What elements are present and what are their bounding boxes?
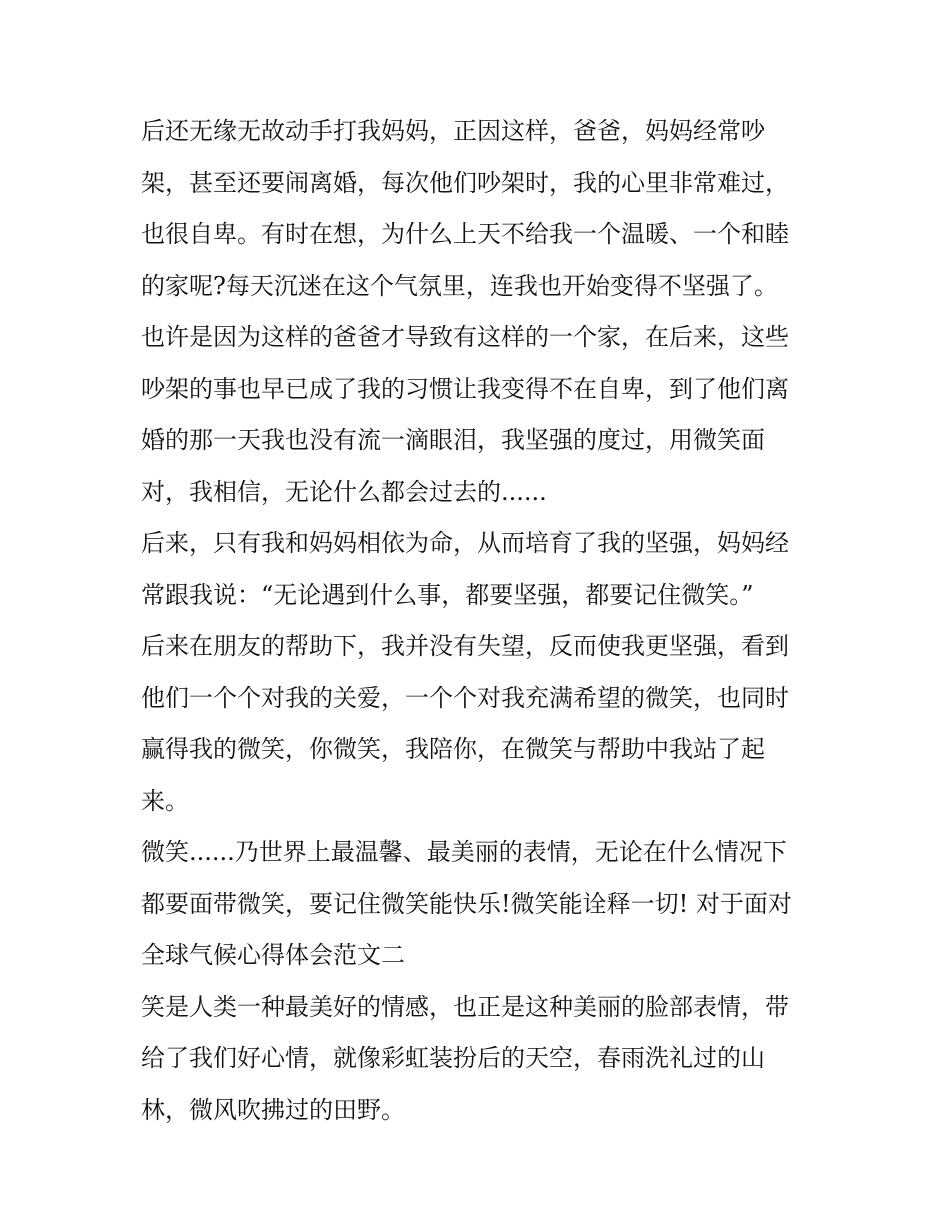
document-body bbox=[141, 106, 821, 1136]
text-line: 都要面带微笑，要记住微笑能快乐!微笑能诠释一切! 对于面对 bbox=[141, 889, 792, 918]
text-line: 赢得我的微笑，你微笑，我陪你，在微笑与帮助中我站了起 bbox=[141, 735, 765, 763]
text-line: 微笑......乃世界上最温馨、最美丽的表情，无论在什么情况下 bbox=[141, 838, 787, 866]
text-line: 吵架的事也早已成了我的习惯让我变得不在自卑，到了他们离 bbox=[141, 374, 789, 403]
text-line: 笑是人类一种最美好的情感，也正是这种美丽的脸部表情，带 bbox=[141, 992, 789, 1021]
text-line: 架，甚至还要闹离婚，每次他们吵架时，我的心里非常难过， bbox=[141, 168, 789, 197]
text-line: 对，我相信，无论什么都会过去的...... bbox=[141, 477, 547, 506]
text-line: 后来在朋友的帮助下，我并没有失望，反而使我更坚强，看到 bbox=[141, 632, 789, 660]
text-line: 也很自卑。有时在想，为什么上天不给我一个温暖、一个和睦 bbox=[141, 220, 789, 248]
text-line: 常跟我说：“无论遇到什么事，都要坚强，都要记住微笑。” bbox=[141, 580, 754, 609]
section-heading: 全球气候心得体会范文二 bbox=[141, 941, 405, 969]
text-line: 也许是因为这样的爸爸才导致有这样的一个家，在后来，这些 bbox=[141, 323, 789, 351]
text-line: 的家呢?每天沉迷在这个气氛里，连我也开始变得不坚强了。 bbox=[141, 271, 778, 300]
text-line: 来。 bbox=[141, 786, 189, 815]
text-line: 给了我们好心情，就像彩虹装扮后的天空，春雨洗礼过的山 bbox=[141, 1044, 765, 1072]
text-line: 后来，只有我和妈妈相依为命，从而培育了我的坚强，妈妈经 bbox=[141, 529, 789, 557]
text-line: 林，微风吹拂过的田野。 bbox=[141, 1095, 405, 1124]
text-line: 婚的那一天我也没有流一滴眼泪，我坚强的度过，用微笑面 bbox=[141, 426, 765, 454]
text-line: 后还无缘无故动手打我妈妈，正因这样，爸爸，妈妈经常吵 bbox=[141, 117, 765, 145]
text-line: 他们一个个对我的关爱，一个个对我充满希望的微笑，也同时 bbox=[141, 683, 789, 712]
